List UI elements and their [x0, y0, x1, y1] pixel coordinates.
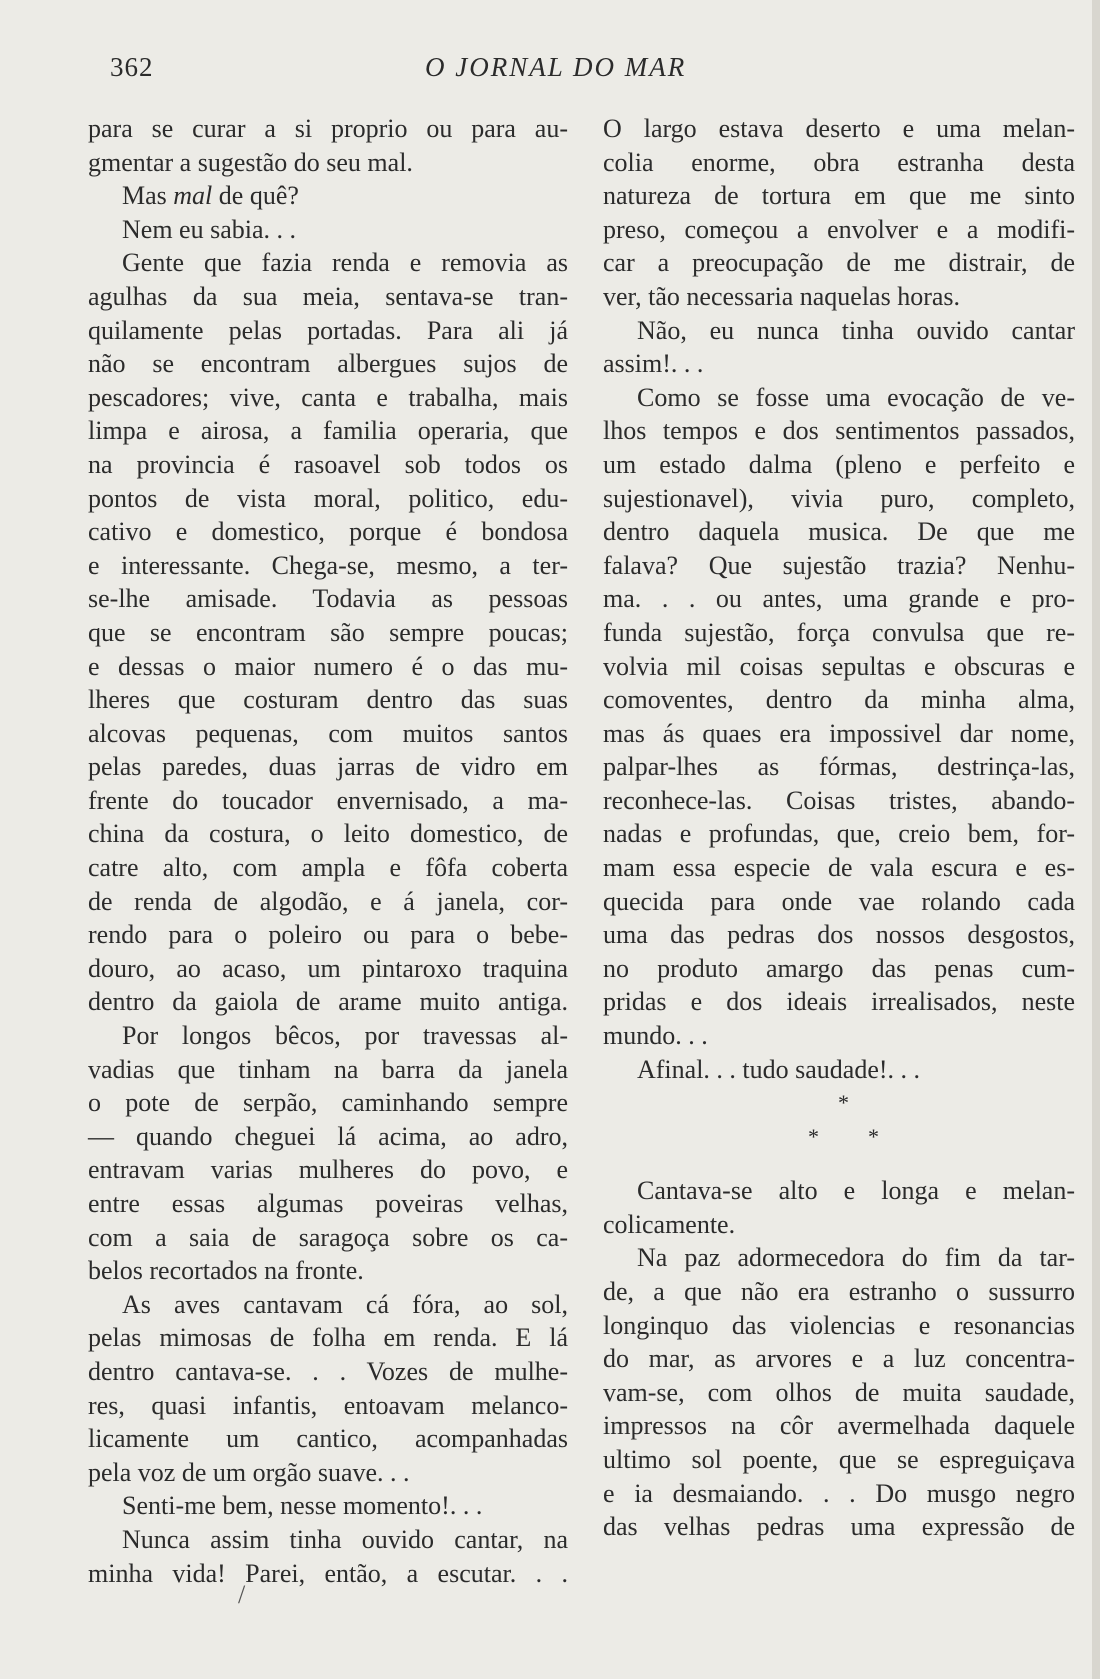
text-line: das velhas pedras uma expressão de — [603, 1512, 1075, 1542]
text-line: sujestionavel), vivia puro, completo, — [603, 483, 1075, 513]
text-line: china da costura, o leito domestico, de — [88, 819, 568, 849]
text-line: assim!. . . — [603, 349, 704, 379]
text-line: colicamente. — [603, 1209, 736, 1239]
text-line: — quando cheguei lá acima, ao adro, — [88, 1121, 568, 1151]
asterisk: * — [838, 1090, 849, 1116]
text-line: dentro cantava-se. . . Vozes de mulhe- — [88, 1356, 568, 1386]
text-line: reconhece-las. Coisas tristes, abando- — [603, 785, 1075, 815]
text-line: no produto amargo das penas cum- — [603, 953, 1075, 983]
text-line: e dessas o maior numero é o das mu- — [88, 651, 568, 681]
text-line: funda sujestão, força convulsa que re- — [603, 617, 1075, 647]
text-line: palpar-lhes as fórmas, destrinça-las, — [603, 752, 1075, 782]
text-line: longinquo das violencias e resonancias — [603, 1310, 1075, 1340]
text-fragment: Mas — [122, 181, 174, 211]
text-line: o pote de serpão, caminhando sempre — [88, 1088, 568, 1118]
right-column — [603, 112, 1075, 1544]
text-line: mundo. . . — [603, 1021, 708, 1051]
text-line: limpa e airosa, a familia operaria, que — [88, 416, 568, 446]
text-line: preso, começou a envolver e a modifi- — [603, 214, 1075, 244]
text-line: falava? Que sujestão trazia? Nenhu- — [603, 550, 1075, 580]
text-line: quecida para onde vae rolando cada — [603, 886, 1075, 916]
text-line: Nunca assim tinha ouvido cantar, na — [122, 1524, 568, 1554]
text-line: pontos de vista moral, politico, edu- — [88, 483, 568, 513]
asterisk: * — [808, 1124, 819, 1150]
text-line: com a saia de saragoça sobre os ca- — [88, 1222, 568, 1252]
text-line: pelas mimosas de folha em renda. E lá — [88, 1323, 568, 1353]
text-line: pelas paredes, duas jarras de vidro em — [88, 752, 568, 782]
text-fragment: de quê? — [212, 181, 299, 211]
text-line: Por longos bêcos, por travessas al- — [122, 1021, 568, 1051]
text-line: gmentar a sugestão do seu mal. — [88, 147, 413, 177]
right-column-top-text — [603, 112, 1075, 1086]
text-line: vadias que tinham na barra da janela — [88, 1054, 568, 1084]
text-line: vam-se, com olhos de muita saudade, — [603, 1377, 1075, 1407]
text-line: rendo para o poleiro ou para o bebe- — [88, 920, 568, 950]
text-line: Nem eu sabia. . . — [122, 214, 297, 244]
text-line: comoventes, dentro da minha alma, — [603, 685, 1075, 715]
text-line: mas ás quaes era impossivel dar nome, — [603, 718, 1075, 748]
italic-word: mal — [173, 181, 213, 211]
text-line: res, quasi infantis, entoavam melanco- — [88, 1390, 568, 1420]
text-line: dentro da gaiola de arame muito antiga. — [88, 987, 568, 1017]
text-line: ver, tão necessaria naquelas horas. — [603, 281, 961, 311]
text-line: entravam varias mulheres do povo, e — [88, 1155, 568, 1185]
text-line: alcovas pequenas, com muitos santos — [88, 718, 568, 748]
stray-ink-mark: / — [238, 1580, 246, 1609]
text-line: Na paz adormecedora do fim da tar- — [637, 1243, 1075, 1273]
text-line: na provincia é rasoavel sob todos os — [88, 449, 568, 479]
text-line: colia enorme, obra estranha desta — [603, 147, 1075, 177]
text-line: O largo estava deserto e uma melan- — [603, 114, 1075, 143]
text-line: se-lhe amisade. Todavia as pessoas — [88, 584, 568, 614]
page-edge — [1092, 0, 1100, 1679]
text-line: dentro daquela musica. De que me — [603, 517, 1075, 547]
text-line: uma das pedras dos nossos desgostos, — [603, 920, 1075, 950]
text-line: pela voz de um orgão suave. . . — [88, 1457, 410, 1487]
text-line: volvia mil coisas sepultas e obscuras e — [603, 651, 1075, 681]
text-line — [88, 179, 568, 213]
text-line: de, a que não era estranho o sussurro — [603, 1277, 1075, 1306]
page-number: 362 — [110, 52, 154, 82]
section-break-asterisks — [603, 1092, 1075, 1162]
asterisk: * — [868, 1124, 879, 1150]
text-line: As aves cantavam cá fóra, ao sol, — [122, 1289, 568, 1319]
text-line: pridas e dos ideais irrealisados, neste — [603, 987, 1075, 1017]
text-line: e ia desmaiando. . . Do musgo negro — [603, 1478, 1075, 1508]
text-line: cativo e domestico, porque é bondosa — [88, 517, 568, 547]
text-line: licamente um cantico, acompanhadas — [88, 1424, 568, 1454]
text-line: belos recortados na fronte. — [88, 1256, 364, 1286]
text-line: natureza de tortura em que me sinto — [603, 181, 1075, 211]
text-line: car a preocupação de me distrair, de — [603, 248, 1075, 278]
text-line: Senti-me bem, nesse momento!. . . — [122, 1491, 483, 1521]
text-line: entre essas algumas poveiras velhas, — [88, 1189, 568, 1218]
text-line: lheres que costuram dentro das suas — [88, 685, 568, 715]
text-line: de renda de algodão, e á janela, cor- — [88, 886, 568, 916]
text-line: ma. . . ou antes, uma grande e pro- — [603, 584, 1075, 614]
text-line: do mar, as arvores e a luz concentra- — [603, 1344, 1075, 1374]
text-line: um estado dalma (pleno e perfeito e — [603, 449, 1075, 479]
text-line: frente do toucador envernisado, a ma- — [88, 785, 568, 815]
page-header — [110, 52, 1020, 92]
text-line: que se encontram são sempre poucas; — [88, 617, 568, 647]
text-line: Gente que fazia renda e removia as — [122, 248, 568, 278]
running-title: O JORNAL DO MAR — [425, 52, 687, 82]
right-column-bottom-text — [603, 1174, 1075, 1544]
text-line: nadas e profundas, que, creio bem, for- — [603, 819, 1075, 849]
text-line: lhos tempos e dos sentimentos passados, — [603, 416, 1075, 446]
text-line: quilamente pelas portadas. Para ali já — [88, 315, 568, 345]
left-column — [88, 112, 568, 1590]
text-line: para se curar a si proprio ou para au- — [88, 114, 568, 143]
text-line: e interessante. Chega-se, mesmo, a ter- — [88, 550, 568, 580]
text-line: não se encontram albergues sujos de — [88, 349, 568, 379]
text-line: Afinal. . . tudo saudade!. . . — [637, 1054, 921, 1084]
text-line: Não, eu nunca tinha ouvido cantar — [637, 315, 1075, 345]
text-line: Como se fosse uma evocação de ve- — [637, 382, 1075, 412]
text-line: agulhas da sua meia, sentava-se tran- — [88, 281, 568, 311]
text-line: catre alto, com ampla e fôfa coberta — [88, 853, 568, 883]
text-line: impressos na côr avermelhada daquele — [603, 1411, 1075, 1441]
text-line: minha vida! Parei, então, a escutar. . . — [88, 1558, 568, 1588]
text-line: mam essa especie de vala escura e es- — [603, 853, 1075, 883]
text-line: pescadores; vive, canta e trabalha, mais — [88, 382, 568, 412]
text-line: Cantava-se alto e longa e melan- — [637, 1176, 1075, 1206]
text-line: douro, ao acaso, um pintaroxo traquina — [88, 953, 568, 983]
text-line: ultimo sol poente, que se espreguiçava — [603, 1444, 1075, 1474]
